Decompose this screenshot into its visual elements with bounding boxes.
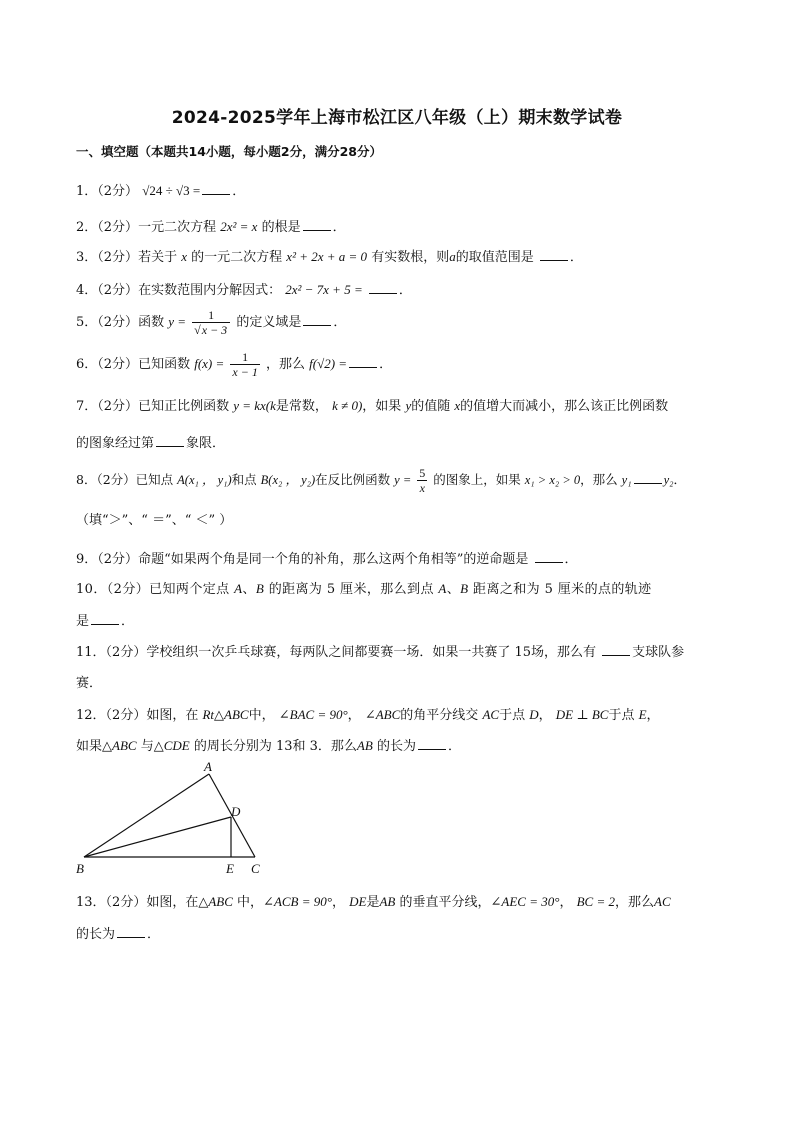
answer-blank[interactable] [369,281,397,294]
segment-bd [84,817,231,857]
answer-blank[interactable] [349,355,377,368]
answer-blank[interactable] [303,313,331,326]
question-13: 13．（2分）如图，在△ABC 中，∠ACB = 90°， DE是AB 的垂直平分线，∠AEC = 30°， BC = 2，那么AC [76,894,671,910]
q4-expression: 2x² − 7x + 5 = [285,282,363,297]
question-5: 5．（2分）函数 y = $\frac{1}{√x - 3}$ 的定义域是 ． [76,308,347,337]
exam-title: 2024-2025学年上海市松江区八年级（上）期末数学试卷 [171,108,623,128]
triangle-figure [76,759,276,878]
answer-blank[interactable] [117,925,145,938]
answer-blank[interactable] [303,218,331,231]
answer-blank[interactable] [91,612,119,625]
q2-equation: 2x² = x [220,219,258,234]
q8-fraction: $\frac{5}{x}$ [419,466,426,495]
q1-expression: √24 ÷ √3 = [142,183,201,198]
question-10-line-2: 是 ． [76,614,135,629]
q5-fraction: $\frac{1}{√x - 3}$ [192,308,230,337]
label-c: C [251,861,260,876]
label-a: A [204,759,212,774]
label-d: D [231,804,241,819]
question-12: 12．（2分）如图，在 Rt△ABC中， ∠BAC = 90°， ∠ABC的角平分线交 AC于点 D， DE ⊥ BC于点 E， [76,707,660,723]
question-1: 1．（2分） √24 ÷ √3 = ． [76,183,246,199]
segment-ba [84,774,209,857]
label-e: E [226,861,234,876]
question-11: 11．（2分）学校组织一次乒乓球赛，每两队之间都要赛一场．如果一共赛了 15场，那么有 支球队参 [76,645,685,660]
label-b: B [76,861,84,876]
question-2: 2．（2分）一元二次方程 2x² = x 的根是 ． [76,219,346,235]
question-8: 8．（2分）已知点 A(x₁ ， y₁)和点 B(x₂ ， y₂)在反比例函数 y = $\frac{5}{x}$ 的图象上，如果 x₁ > x₂ > 0，那么 y₁ y₂． [76,466,686,495]
question-7: 7．（2分）已知正比例函数 y = kx(k是常数， k ≠ 0)，如果 y的值随 x的值增大而减小，那么该正比例函数 [76,398,669,414]
answer-blank[interactable] [540,248,568,261]
section-heading: 一、填空题（本题共14小题，每小题2分，满分28分） [76,144,382,159]
answer-blank[interactable] [418,737,446,750]
answer-blank[interactable] [535,550,563,563]
question-3: 3．（2分）若关于 x 的一元二次方程 x² + 2x + a = 0 有实数根，则a的取值范围是 ． [76,249,583,265]
answer-blank[interactable] [202,182,230,195]
answer-blank[interactable] [634,471,662,484]
triangle-diagram [76,759,276,878]
answer-blank[interactable] [156,434,184,447]
question-9: 9．（2分）命题“如果两个角是同一个角的补角，那么这两个角相等”的逆命题是 ． [76,552,578,567]
question-7-line-2: 的图象经过第 象限． [76,436,226,451]
q6-fraction: $\frac{1}{x - 1}$ [232,350,258,379]
question-12-line-2: 如果△ABC 与△CDE 的周长分别为 13和 3．那么AB 的长为 ． [76,738,461,754]
question-6: 6．（2分）已知函数 f(x) = $\frac{1}{x - 1}$ ，那么 f(√2) = ． [76,350,393,379]
question-4: 4．（2分）在实数范围内分解因式： 2x² − 7x + 5 = ． [76,282,412,298]
question-13-line-2: 的长为 ． [76,927,161,942]
question-11-line-2: 赛． [76,676,103,691]
answer-blank[interactable] [602,643,630,656]
q3-equation: x² + 2x + a = 0 [286,249,368,264]
question-8-line-2: （填“＞”、“ ＝”、“ ＜” ） [76,513,233,528]
question-10: 10．（2分）已知两个定点 A、B 的距离为 5 厘米，那么到点 A、B 距离之和为 5 厘米的点的轨迹 [76,581,652,597]
